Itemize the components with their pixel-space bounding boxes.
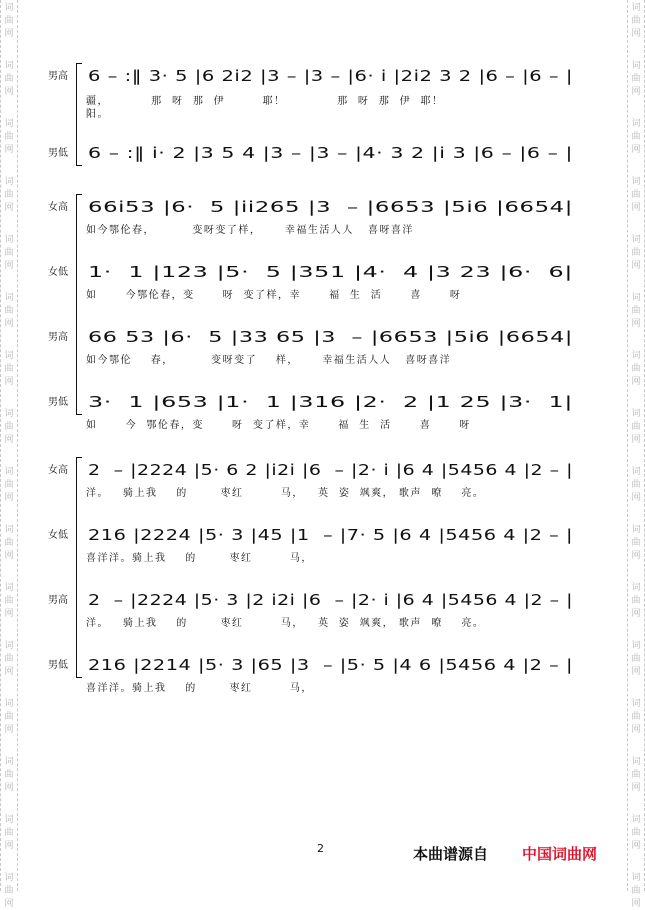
watermark-glyph: 曲 — [631, 828, 641, 838]
watermark-glyph: 曲 — [631, 886, 641, 896]
watermark-glyph: 词 — [631, 61, 641, 71]
lyric-line: 洋。 骑上我 的 枣红 马， 英 姿 飒爽， 歌声 嘹 亮。 — [86, 488, 485, 499]
watermark-glyph: 词 — [631, 177, 641, 187]
watermark-glyph: 网 — [4, 609, 14, 619]
watermark-glyph: 网 — [631, 493, 641, 503]
watermark-glyph: 网 — [631, 435, 641, 445]
watermark-glyph: 曲 — [4, 74, 14, 84]
watermark-glyph: 词 — [4, 583, 14, 593]
watermark-glyph: 曲 — [4, 538, 14, 548]
watermark-glyph: 曲 — [631, 364, 641, 374]
watermark-glyph: 曲 — [631, 74, 641, 84]
system-bracket — [76, 63, 82, 166]
page-number: 2 — [317, 842, 324, 855]
lyric-line: 如 今鄂伦春，变 呀 变了样，幸 福 生 活 喜 呀 — [86, 290, 462, 301]
voice-label: 男高 — [48, 71, 68, 82]
watermark-glyph: 网 — [4, 261, 14, 271]
watermark-glyph: 词 — [631, 293, 641, 303]
voice-label: 女高 — [48, 465, 68, 476]
watermark-glyph: 词 — [4, 177, 14, 187]
watermark-glyph: 网 — [631, 29, 641, 39]
watermark-glyph: 网 — [631, 87, 641, 97]
system-bracket — [76, 194, 82, 415]
watermark-glyph: 词 — [631, 119, 641, 129]
watermark-glyph: 曲 — [631, 248, 641, 258]
watermark-glyph: 网 — [631, 261, 641, 271]
watermark-glyph: 曲 — [631, 190, 641, 200]
watermark-glyph: 曲 — [631, 16, 641, 26]
watermark-glyph: 网 — [631, 203, 641, 213]
watermark-glyph: 曲 — [4, 712, 14, 722]
watermark-glyph: 曲 — [4, 248, 14, 258]
watermark-glyph: 词 — [4, 467, 14, 477]
watermark-glyph: 曲 — [631, 770, 641, 780]
voice-label: 男低 — [48, 148, 68, 159]
voice-label: 男低 — [48, 397, 68, 408]
watermark-glyph: 曲 — [4, 364, 14, 374]
watermark-glyph: 词 — [631, 3, 641, 13]
watermark-glyph: 曲 — [631, 712, 641, 722]
watermark-glyph: 曲 — [4, 770, 14, 780]
watermark-glyph: 网 — [4, 29, 14, 39]
watermark-glyph: 网 — [631, 377, 641, 387]
lyric-line: 阳。 — [86, 109, 109, 120]
notation-line: 216 |2224 |5· 3 |45 |1 – |7· 5 |6 4 |5456 4 |2 – | — [88, 526, 573, 544]
watermark-glyph: 词 — [4, 3, 14, 13]
watermark-glyph: 词 — [631, 409, 641, 419]
watermark-glyph: 曲 — [631, 538, 641, 548]
watermark-glyph: 网 — [4, 493, 14, 503]
watermark-glyph: 曲 — [4, 16, 14, 26]
watermark-glyph: 网 — [4, 435, 14, 445]
watermark-glyph: 词 — [631, 351, 641, 361]
voice-label: 女低 — [48, 530, 68, 541]
voice-label: 男低 — [48, 660, 68, 671]
system-bracket — [76, 457, 82, 678]
watermark-glyph: 曲 — [631, 480, 641, 490]
notation-line: 2 – |2224 |5· 6 2 |i2i |6 – |2· i |6 4 |5456 4 |2 – | — [88, 461, 573, 479]
watermark-glyph: 网 — [631, 667, 641, 677]
watermark-glyph: 词 — [4, 351, 14, 361]
lyric-line: 喜洋洋。骑上我 的 枣红 马， — [86, 553, 313, 564]
watermark-glyph: 词 — [631, 467, 641, 477]
voice-label: 女低 — [48, 267, 68, 278]
notation-line: 2 – |2224 |5· 3 |2 i2i |6 – |2· i |6 4 |5456 4 |2 – | — [88, 591, 573, 609]
watermark-glyph: 词 — [631, 873, 641, 883]
watermark-glyph: 词 — [631, 757, 641, 767]
watermark-glyph: 词 — [631, 641, 641, 651]
left-watermark-strip — [0, 0, 18, 909]
watermark-glyph: 网 — [4, 899, 14, 909]
watermark-glyph: 曲 — [631, 596, 641, 606]
notation-line: 6 – :‖ 3· 5 |6 2i2 |3 – |3 – |6· i |2i2 3 2 |6 – |6 – | — [88, 67, 573, 85]
lyric-line: 如 今 鄂伦春，变 呀 变了样，幸 福 生 活 喜 呀 — [86, 420, 471, 431]
lyric-line: 疆， 那 呀 那 伊 耶！ 那 呀 那 伊 耶！ — [86, 96, 444, 107]
watermark-glyph: 网 — [631, 899, 641, 909]
watermark-glyph: 曲 — [631, 422, 641, 432]
notation-line: 66i53 |6· 5 |ii265 |3 – |6653 |5i6 |6654| — [88, 198, 573, 216]
watermark-glyph: 网 — [4, 319, 14, 329]
watermark-glyph: 词 — [4, 699, 14, 709]
notation-line: 1· 1 |123 |5· 5 |351 |4· 4 |3 23 |6· 6| — [88, 263, 573, 281]
watermark-glyph: 词 — [4, 525, 14, 535]
watermark-glyph: 词 — [4, 293, 14, 303]
watermark-glyph: 曲 — [4, 422, 14, 432]
notation-line: 216 |2214 |5· 3 |65 |3 – |5· 5 |4 6 |5456 4 |2 – | — [88, 656, 573, 674]
watermark-glyph: 网 — [4, 203, 14, 213]
watermark-glyph: 网 — [4, 377, 14, 387]
notation-line: 66 53 |6· 5 |33 65 |3 – |6653 |5i6 |6654| — [88, 328, 573, 346]
watermark-glyph: 曲 — [631, 132, 641, 142]
right-watermark-strip — [627, 0, 645, 909]
watermark-glyph: 词 — [4, 641, 14, 651]
lyric-line: 如今鄂伦春， 变呀变了样， 幸福生活人人 喜呀喜洋 — [86, 225, 414, 236]
watermark-glyph: 词 — [631, 699, 641, 709]
watermark-glyph: 词 — [4, 119, 14, 129]
footer-source-text: 本曲谱源自 — [413, 845, 489, 863]
watermark-glyph: 曲 — [4, 190, 14, 200]
lyric-line: 喜洋洋。骑上我 的 枣红 马， — [86, 683, 313, 694]
watermark-glyph: 曲 — [631, 306, 641, 316]
watermark-glyph: 曲 — [4, 828, 14, 838]
voice-label: 男高 — [48, 595, 68, 606]
watermark-glyph: 网 — [4, 87, 14, 97]
watermark-glyph: 网 — [4, 667, 14, 677]
watermark-glyph: 网 — [631, 725, 641, 735]
watermark-glyph: 网 — [4, 551, 14, 561]
watermark-glyph: 词 — [631, 235, 641, 245]
watermark-glyph: 网 — [4, 783, 14, 793]
lyric-line: 如今鄂伦 春， 变呀变了 样， 幸福生活人人 喜呀喜洋 — [86, 355, 452, 366]
watermark-glyph: 曲 — [4, 886, 14, 896]
watermark-glyph: 网 — [631, 319, 641, 329]
voice-label: 女高 — [48, 202, 68, 213]
notation-line: 3· 1 |653 |1· 1 |316 |2· 2 |1 25 |3· 1| — [88, 393, 573, 411]
watermark-glyph: 词 — [4, 815, 14, 825]
watermark-glyph: 曲 — [4, 306, 14, 316]
watermark-glyph: 网 — [631, 609, 641, 619]
watermark-glyph: 曲 — [4, 596, 14, 606]
watermark-glyph: 词 — [4, 61, 14, 71]
watermark-glyph: 网 — [631, 783, 641, 793]
watermark-glyph: 词 — [631, 815, 641, 825]
watermark-glyph: 词 — [4, 409, 14, 419]
watermark-glyph: 词 — [631, 583, 641, 593]
watermark-glyph: 网 — [631, 841, 641, 851]
watermark-glyph: 曲 — [4, 654, 14, 664]
watermark-glyph: 网 — [4, 725, 14, 735]
watermark-glyph: 词 — [4, 757, 14, 767]
watermark-glyph: 词 — [631, 525, 641, 535]
footer-site-link[interactable]: 中国词曲网 — [522, 845, 598, 863]
watermark-glyph: 曲 — [631, 654, 641, 664]
watermark-glyph: 网 — [4, 841, 14, 851]
watermark-glyph: 词 — [4, 235, 14, 245]
watermark-glyph: 网 — [631, 551, 641, 561]
watermark-glyph: 曲 — [4, 132, 14, 142]
watermark-glyph: 网 — [631, 145, 641, 155]
watermark-glyph: 词 — [4, 873, 14, 883]
lyric-line: 洋。 骑上我 的 枣红 马， 英 姿 飒爽， 歌声 嘹 亮。 — [86, 618, 485, 629]
watermark-glyph: 网 — [4, 145, 14, 155]
voice-label: 男高 — [48, 332, 68, 343]
watermark-glyph: 曲 — [4, 480, 14, 490]
notation-line: 6 – :‖ i· 2 |3 5 4 |3 – |3 – |4· 3 2 |i 3 |6 – |6 – | — [88, 144, 573, 162]
